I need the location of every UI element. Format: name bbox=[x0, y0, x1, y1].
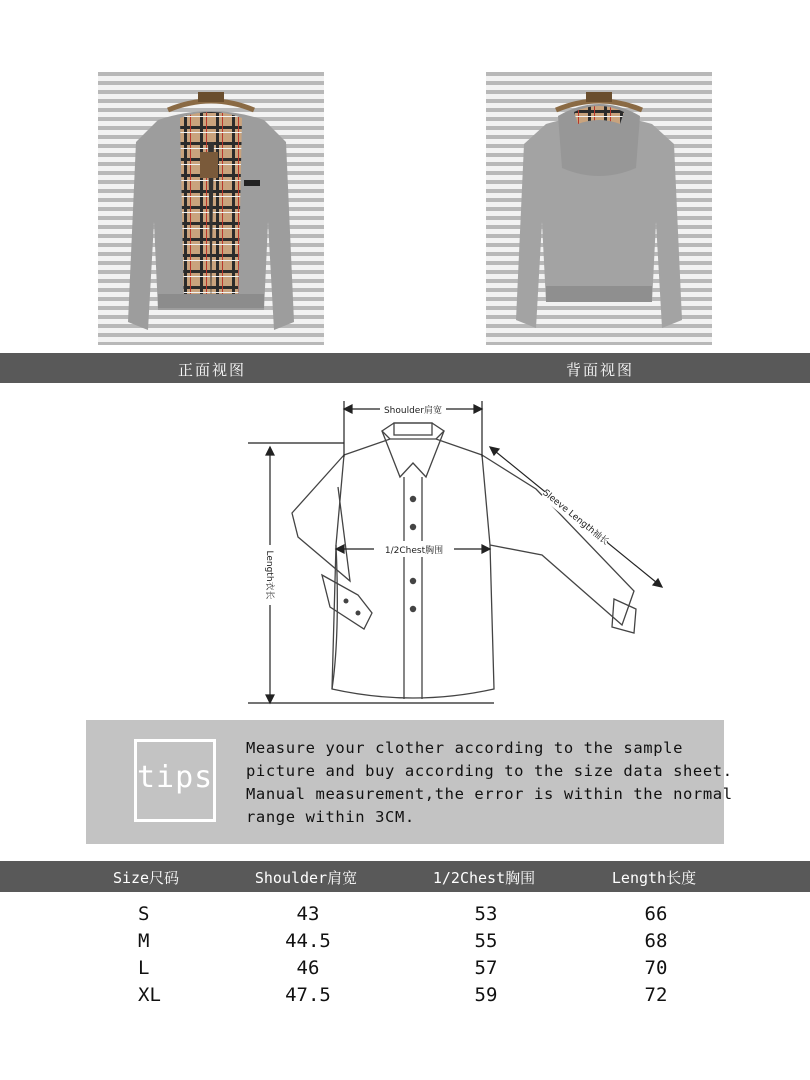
table-row bbox=[0, 930, 810, 957]
column-header-chest: 1/2Chest胸围 bbox=[432, 869, 536, 887]
chest-label: 1/2Chest胸围 bbox=[384, 546, 444, 556]
cell-chest: 57 bbox=[474, 957, 498, 979]
size-table-header bbox=[0, 861, 810, 892]
measurement-diagram bbox=[240, 395, 680, 711]
hoodie-front-illustration bbox=[98, 72, 324, 345]
back-view-photo bbox=[486, 72, 712, 345]
shirt-collar bbox=[382, 423, 444, 439]
cell-length: 68 bbox=[644, 930, 668, 952]
tips-title: tips bbox=[137, 760, 214, 795]
cuff-button bbox=[344, 599, 349, 604]
cell-chest: 53 bbox=[474, 903, 498, 925]
column-header-shoulder: Shoulder肩宽 bbox=[254, 869, 358, 887]
button bbox=[410, 606, 416, 612]
tips-text-line: Measure your clother according to the sample bbox=[246, 739, 683, 757]
cell-shoulder: 44.5 bbox=[285, 930, 331, 952]
button bbox=[410, 496, 416, 502]
shirt-body bbox=[332, 439, 494, 698]
length-label: Length衣长 bbox=[264, 550, 274, 600]
cell-chest: 55 bbox=[474, 930, 498, 952]
cell-shoulder: 43 bbox=[296, 903, 320, 925]
back-view-label: 背面视图 bbox=[566, 361, 635, 379]
cell-shoulder: 46 bbox=[296, 957, 320, 979]
button bbox=[410, 578, 416, 584]
left-sleeve bbox=[292, 455, 350, 581]
tips-box bbox=[86, 720, 733, 844]
table-row bbox=[0, 957, 810, 984]
table-row bbox=[0, 984, 810, 1011]
cell-length: 66 bbox=[644, 903, 668, 925]
cell-length: 72 bbox=[644, 984, 668, 1006]
tips-text-line: Manual measurement,the error is within the normal bbox=[246, 785, 733, 803]
cell-length: 70 bbox=[644, 957, 668, 979]
tips-text-line: range within 3CM. bbox=[246, 808, 415, 826]
cuff-button bbox=[356, 611, 361, 616]
table-row bbox=[0, 903, 810, 930]
front-view-photo bbox=[98, 72, 324, 345]
cell-shoulder: 47.5 bbox=[285, 984, 331, 1006]
cell-size: XL bbox=[138, 984, 161, 1006]
hoodie-back-illustration bbox=[486, 72, 712, 345]
cell-chest: 59 bbox=[474, 984, 498, 1006]
cell-size: M bbox=[138, 930, 150, 952]
button bbox=[410, 524, 416, 530]
front-view-label: 正面视图 bbox=[178, 361, 247, 379]
sleeve-label: Sleeve Length袖长 bbox=[540, 488, 611, 548]
right-cuff bbox=[612, 599, 636, 633]
tips-badge bbox=[134, 739, 216, 822]
cell-size: S bbox=[138, 903, 150, 925]
column-header-length: Length长度 bbox=[611, 869, 697, 887]
view-labels-bar bbox=[0, 353, 810, 383]
cell-size: L bbox=[138, 957, 150, 979]
right-sleeve bbox=[482, 455, 634, 625]
shoulder-label: Shoulder肩宽 bbox=[383, 406, 443, 416]
tips-text-line: picture and buy according to the size data sheet. bbox=[246, 762, 733, 780]
column-header-size: Size尺码 bbox=[112, 869, 180, 887]
